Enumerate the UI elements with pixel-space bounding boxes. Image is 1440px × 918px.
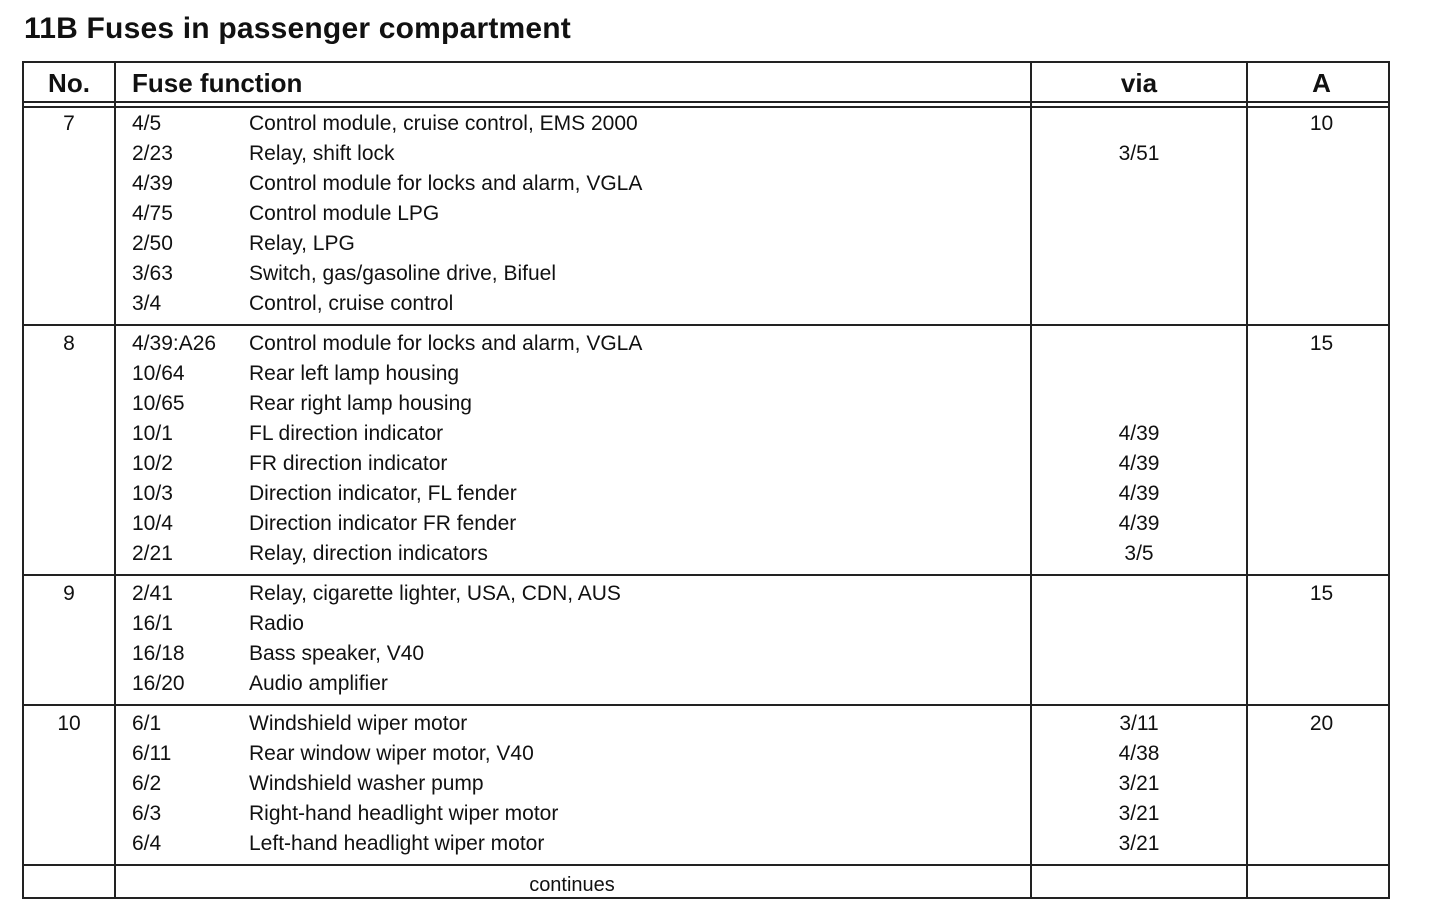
component-function: Windshield wiper motor	[249, 712, 468, 735]
component-function: Relay, LPG	[249, 232, 355, 255]
fuse-table	[22, 61, 1390, 899]
header-function: Fuse function	[132, 68, 303, 98]
component-code: 2/50	[132, 232, 173, 255]
component-function: Windshield washer pump	[249, 772, 484, 795]
component-code: 10/64	[132, 362, 185, 385]
via-reference: 3/11	[1119, 712, 1159, 735]
component-function: Relay, direction indicators	[249, 542, 488, 565]
header-divider	[24, 101, 1388, 103]
fuse-number: 7	[63, 112, 75, 135]
component-code: 10/4	[132, 512, 173, 535]
group-divider	[24, 324, 1388, 326]
component-code: 4/39:A26	[132, 332, 217, 355]
component-code: 16/20	[132, 672, 185, 695]
component-function: Relay, cigarette lighter, USA, CDN, AUS	[249, 582, 621, 605]
fuse-amperage: 15	[1309, 332, 1334, 355]
fuse-amperage: 15	[1309, 582, 1334, 605]
component-function: Rear left lamp housing	[249, 362, 460, 385]
component-code: 6/4	[132, 832, 162, 855]
header-divider	[24, 106, 1388, 108]
component-function: Relay, shift lock	[249, 142, 395, 165]
group-divider	[24, 864, 1388, 866]
component-code: 3/63	[132, 262, 173, 285]
continues-label: continues	[529, 874, 615, 896]
component-code: 16/18	[132, 642, 185, 665]
group-divider	[24, 574, 1388, 576]
group-divider	[24, 704, 1388, 706]
component-code: 4/5	[132, 112, 162, 135]
component-function: FR direction indicator	[249, 452, 448, 475]
component-function: Right-hand headlight wiper motor	[249, 802, 559, 825]
component-function: Rear window wiper motor, V40	[249, 742, 534, 765]
component-code: 6/2	[132, 772, 162, 795]
column-divider	[1030, 63, 1032, 897]
header-amp: A	[1312, 68, 1331, 98]
via-reference: 3/21	[1118, 772, 1160, 795]
fuse-number: 10	[57, 712, 81, 735]
component-function: Control module, cruise control, EMS 2000	[249, 112, 638, 135]
via-reference: 3/21	[1118, 832, 1160, 855]
component-code: 10/3	[132, 482, 173, 505]
component-code: 10/65	[132, 392, 185, 415]
component-function: Rear right lamp housing	[249, 392, 472, 415]
via-reference: 3/21	[1118, 802, 1160, 825]
component-code: 10/2	[132, 452, 173, 475]
component-code: 6/1	[132, 712, 162, 735]
component-function: Control module LPG	[249, 202, 440, 225]
component-function: Control module for locks and alarm, VGLA	[249, 332, 643, 355]
component-function: Direction indicator, FL fender	[249, 482, 517, 505]
component-function: Radio	[249, 612, 304, 635]
header-no: No.	[48, 68, 90, 98]
component-code: 2/21	[132, 542, 173, 565]
component-function: Bass speaker, V40	[249, 642, 425, 665]
component-code: 4/75	[132, 202, 173, 225]
component-code: 2/41	[132, 582, 173, 605]
component-function: Direction indicator FR fender	[249, 512, 517, 535]
component-code: 6/3	[132, 802, 162, 825]
via-reference: 3/5	[1124, 542, 1154, 565]
component-code: 2/23	[132, 142, 173, 165]
component-function: Audio amplifier	[249, 672, 388, 695]
page-title: 11B Fuses in passenger compartment	[24, 12, 571, 45]
component-code: 10/1	[132, 422, 173, 445]
fuse-amperage: 20	[1309, 712, 1334, 735]
fuse-amperage: 10	[1309, 112, 1334, 135]
component-function: Control module for locks and alarm, VGLA	[249, 172, 643, 195]
component-function: Switch, gas/gasoline drive, Bifuel	[249, 262, 556, 285]
component-code: 16/1	[132, 612, 173, 635]
component-function: Control, cruise control	[249, 292, 454, 315]
via-reference: 4/39	[1118, 422, 1160, 445]
fuse-number: 8	[63, 332, 75, 355]
via-reference: 4/39	[1118, 482, 1160, 505]
column-divider	[1246, 63, 1248, 897]
column-divider	[114, 63, 116, 897]
component-code: 4/39	[132, 172, 173, 195]
header-via: via	[1120, 68, 1158, 98]
via-reference: 3/51	[1118, 142, 1160, 165]
via-reference: 4/38	[1118, 742, 1160, 765]
component-function: FL direction indicator	[249, 422, 444, 445]
component-code: 6/11	[132, 742, 172, 765]
via-reference: 4/39	[1118, 452, 1160, 475]
component-function: Left-hand headlight wiper motor	[249, 832, 545, 855]
fuse-number: 9	[63, 582, 75, 605]
component-code: 3/4	[132, 292, 162, 315]
via-reference: 4/39	[1118, 512, 1160, 535]
